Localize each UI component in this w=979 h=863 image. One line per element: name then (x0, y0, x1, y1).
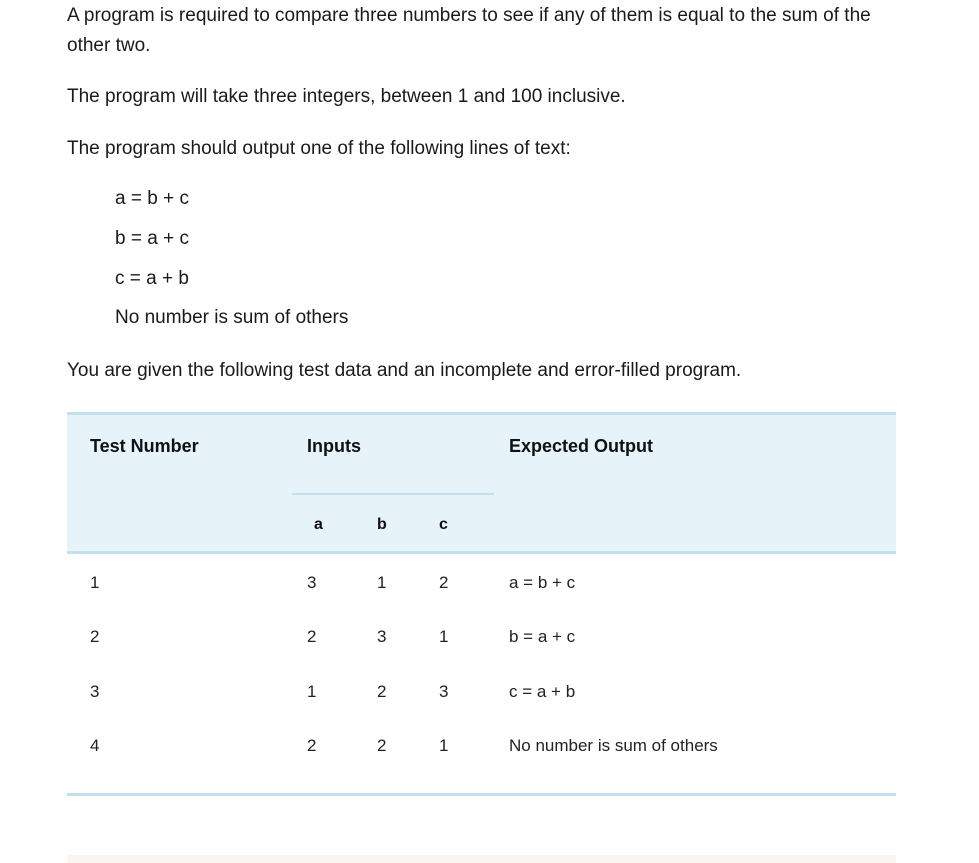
cell-a: 1 (307, 682, 317, 701)
cell-a: 3 (307, 573, 317, 592)
header-b: b (377, 516, 387, 533)
cell-a: 2 (307, 736, 317, 755)
cell-b: 3 (377, 627, 387, 646)
intro-paragraph-4: You are given the following test data and an incomplete and error-filled program. (67, 360, 742, 381)
table-header (67, 412, 896, 554)
cell-b: 2 (377, 682, 387, 701)
cell-test-number: 1 (90, 573, 100, 592)
cell-test-number: 3 (90, 682, 100, 701)
output-line: c = a + b (115, 268, 189, 289)
output-line: b = a + c (115, 228, 189, 249)
cell-b: 1 (377, 573, 387, 592)
cell-c: 1 (439, 627, 449, 646)
intro-paragraph-3: The program should output one of the following lines of text: (67, 138, 571, 159)
table-body (67, 554, 896, 796)
header-test-number: Test Number (90, 436, 199, 456)
intro-paragraph-2: The program will take three integers, between 1 and 100 inclusive. (67, 86, 626, 107)
cell-b: 2 (377, 736, 387, 755)
header-c: c (439, 516, 448, 533)
cell-c: 3 (439, 682, 449, 701)
header-a: a (314, 516, 323, 533)
cell-c: 1 (439, 736, 449, 755)
cell-expected: No number is sum of others (509, 736, 718, 755)
table-row (67, 680, 896, 734)
cell-expected: b = a + c (509, 627, 576, 646)
header-expected-output: Expected Output (509, 436, 654, 456)
output-line: a = b + c (115, 188, 189, 209)
cell-c: 2 (439, 573, 449, 592)
next-section-box (67, 855, 896, 863)
cell-expected: c = a + b (509, 682, 576, 701)
cell-test-number: 4 (90, 736, 100, 755)
table-row (67, 734, 896, 788)
cell-test-number: 2 (90, 627, 100, 646)
cell-expected: a = b + c (509, 573, 576, 592)
table-row (67, 571, 896, 625)
table-row (67, 625, 896, 679)
cell-a: 2 (307, 627, 317, 646)
test-data-table (67, 412, 896, 796)
header-inputs: Inputs (307, 436, 361, 456)
output-line: No number is sum of others (115, 307, 349, 328)
intro-paragraph-1: A program is required to compare three numbers to see if any of them is equal to the sum of the other two. (67, 5, 871, 56)
inputs-divider (292, 493, 494, 495)
